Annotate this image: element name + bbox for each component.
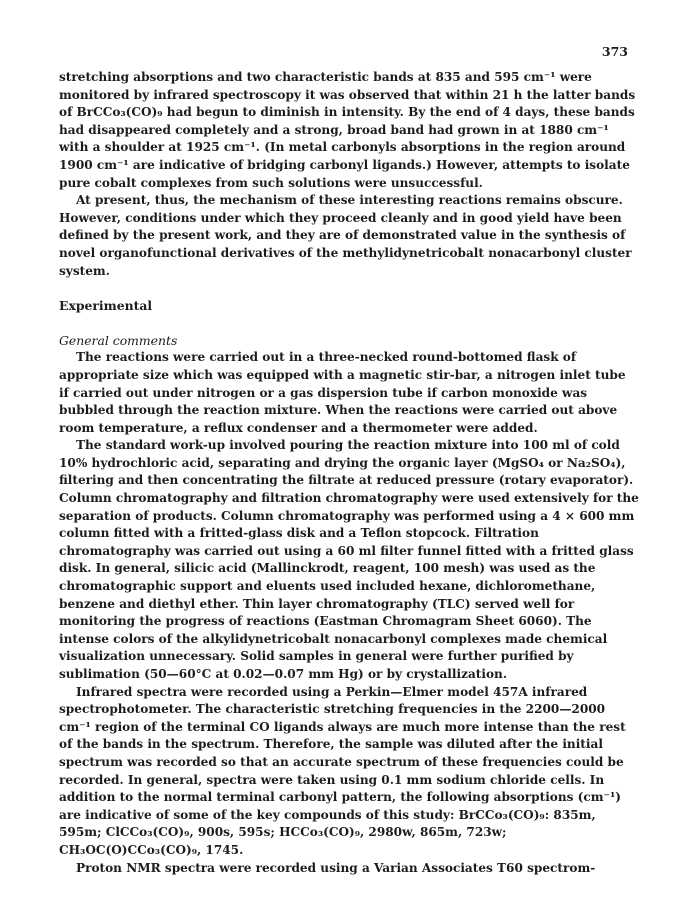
paragraph: Infrared spectra were recorded using a Perkin—Elmer model 457A infrared spectrophotometer. The characteristic stretching frequencies in the 2200—2000 cm⁻¹ region of the terminal CO ligands always are much more intense than the rest of the bands in the spectrum. Therefore, the sample was diluted after the initial spectrum was recorded so that an accurate spectrum of these frequencies could be recorded. In general, spectra were taken using 0.1 mm sodium chloride cells. In addition to the normal terminal carbonyl pattern, the following absorptions (cm⁻¹) are indicative of some of the key compounds of this study: BrCCo₃(CO)₉: 835m, 595m; ClCCo₃(CO)₉, 900s, 595s; HCCo₃(CO)₉, 2980w, 865m, 723w; CH₃OC(O)CCo₃(CO)₉, 1745. (59, 684, 626, 857)
paragraph: At present, thus, the mechanism of these interesting reactions remains obscure. However, conditions under which they proceed cleanly and in good yield have been defined by the present work, and they are of demonstrated value in the synthesis of novel organofunctional derivatives of the methylidynetricobalt nonacarbonyl cluster system. (59, 193, 632, 278)
subsection-heading: General comments (59, 332, 178, 348)
paragraph: stretching absorptions and two characteristic bands at 835 and 595 cm⁻¹ were monitored by infrared spectroscopy it was observed that within 21 h the latter bands of BrCCo₃(CO)₉ had begun to diminish in intensity. By the end of 4 days, these bands had disappeared completely and a strong, broad band had grown in at 1880 cm⁻¹ with a shoulder at 1925 cm⁻¹. (In metal carbonyls absorptions in the region around 1900 cm⁻¹ are indicative of bridging carbonyl ligands.) However, attempts to isolate pure cobalt complexes from such solutions were unsuccessful. (59, 70, 636, 190)
section-heading: Experimental (59, 298, 153, 314)
body-text (59, 69, 639, 877)
paragraph: Proton NMR spectra were recorded using a Varian Associates T60 spectrom- (76, 860, 596, 875)
page-number: 373 (601, 44, 628, 59)
paragraph: The standard work-up involved pouring the reaction mixture into 100 ml of cold 10% hydrochloric acid, separating and drying the organic layer (MgSO₄ or Na₂SO₄), filtering and then concentrating the filtrate at reduced pressure (rotary evaporator). Column chromatography and filtration chromatography were used extensively for the separation of products. Column chromatography was performed using a 4 × 600 mm column fitted with a fritted-glass disk and a Teflon stopcock. Filtration chromatography was carried out using a 60 ml filter funnel fitted with a fritted glass disk. In general, silicic acid (Mallinckrodt, reagent, 100 mesh) was used as the chromatographic support and eluents used included hexane, dichloromethane, benzene and diethyl ether. Thin layer chromatography (TLC) served well for monitoring the progress of reactions (Eastman Chromagram Sheet 6060). The intense colors of the alkylidynetricobalt nonacarbonyl complexes made chemical visualization unnecessary. Solid samples in general were further purified by sublimation (50—60°C at 0.02—0.07 mm Hg) or by crystallization. (59, 438, 639, 681)
paragraph: The reactions were carried out in a three-necked round-bottomed flask of appropriate size which was equipped with a magnetic stir-bar, a nitrogen inlet tube if carried out under nitrogen or a gas dispersion tube if carbon monoxide was bubbled through the reaction mixture. When the reactions were carried out above room temperature, a reflux condenser and a thermometer were added. (59, 350, 626, 435)
